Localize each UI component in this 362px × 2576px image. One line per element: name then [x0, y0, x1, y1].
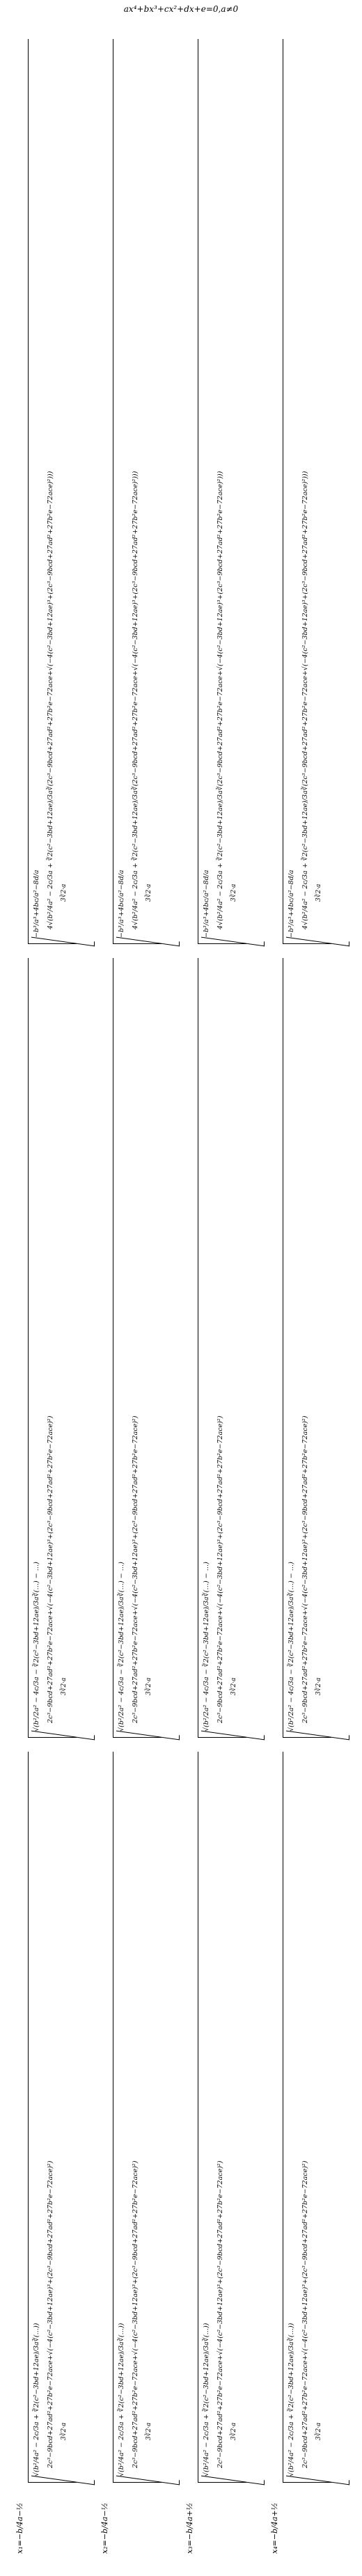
segment-denominator: 3∛2·a [315, 2422, 322, 2440]
root-lhs: x₃=−b/4a+½ [185, 2502, 194, 2554]
formula-segment-2 [28, 958, 77, 1738]
segment-body: 4√(b²/4a² − 2c/3a + ∛2(c²−3bd+12ae)/3a∛(2c³−9bcd+27ad²+27b²e−72ace+√(−4(c²−3bd+12ae)³+(2c³−9bcd+27ad²+27b²e−72ace)²))) [301, 471, 309, 929]
segment-body: 2c³−9bcd+27ad²+27b²e−72ace+√(−4(c²−3bd+12ae)³+(2c³−9bcd+27ad²+27b²e−72ace)²) [47, 2160, 54, 2468]
segment-head: −b³/a³+4bc/a²−8d/a [203, 870, 210, 938]
root-row-2 [92, 25, 174, 2559]
segment-body: 2c³−9bcd+27ad²+27b²e−72ace+√(−4(c²−3bd+12ae)³+(2c³−9bcd+27ad²+27b²e−72ace)²) [217, 1415, 224, 1723]
segment-denominator: 3∛2·a [61, 2422, 68, 2440]
segment-denominator: 3∛2·a [61, 883, 68, 902]
radical-sign [201, 1727, 265, 1741]
root-row-4 [262, 25, 344, 2559]
root-lhs: x₁=−b/4a−½ [15, 2502, 24, 2554]
segment-body: 2c³−9bcd+27ad²+27b²e−72ace+√(−4(c²−3bd+12ae)³+(2c³−9bcd+27ad²+27b²e−72ace)²) [217, 2160, 224, 2468]
formula-segment-1 [198, 1752, 246, 2483]
segment-denominator: 3∛2·a [315, 1677, 322, 1695]
segment-body: 4√(b²/4a² − 2c/3a + ∛2(c²−3bd+12ae)/3a∛(2c³−9bcd+27ad²+27b²e−72ace+√(−4(c²−3bd+12ae)³+(2c³−9bcd+27ad²+27b²e−72ace)²))) [132, 471, 139, 929]
segment-body: 4√(b²/4a² − 2c/3a + ∛2(c²−3bd+12ae)/3a∛(2c³−9bcd+27ad²+27b²e−72ace+√(−4(c²−3bd+12ae)³+(2c³−9bcd+27ad²+27b²e−72ace)²))) [47, 471, 54, 929]
formula-segment-1 [283, 1752, 331, 2483]
radical-sign [201, 933, 265, 947]
segment-body: 2c³−9bcd+27ad²+27b²e−72ace+√(−4(c²−3bd+12ae)³+(2c³−9bcd+27ad²+27b²e−72ace)²) [301, 2160, 309, 2468]
formula-segment-3 [113, 39, 162, 944]
segment-head: −b³/a³+4bc/a²−8d/a [118, 870, 125, 938]
formula-segment-3 [283, 39, 331, 944]
radical-sign [31, 933, 95, 947]
formula-segment-3 [28, 39, 77, 944]
segment-head: √(b²/2a² − 4c/3a − ∛2(c²−3bd+12ae)/3a∛(…) − …) [203, 1562, 210, 1731]
segment-body: 2c³−9bcd+27ad²+27b²e−72ace+√(−4(c²−3bd+12ae)³+(2c³−9bcd+27ad²+27b²e−72ace)²) [301, 1415, 309, 1723]
root-row-3 [177, 25, 259, 2559]
segment-denominator: 3∛2·a [315, 883, 322, 902]
formula-stage [7, 25, 355, 2559]
segment-head: √(b²/2a² − 4c/3a − ∛2(c²−3bd+12ae)/3a∛(…) − …) [33, 1562, 40, 1731]
segment-denominator: 3∛2·a [230, 2422, 237, 2440]
radical-sign [286, 1727, 349, 1741]
segment-head: −b³/a³+4bc/a²−8d/a [33, 870, 40, 938]
formula-segment-1 [113, 1752, 162, 2483]
root-row-1 [7, 25, 89, 2559]
radical-sign [201, 2472, 265, 2485]
radical-sign [116, 933, 180, 947]
formula-segment-2 [283, 958, 331, 1738]
segment-body: 2c³−9bcd+27ad²+27b²e−72ace+√(−4(c²−3bd+12ae)³+(2c³−9bcd+27ad²+27b²e−72ace)²) [47, 1415, 54, 1723]
root-lhs: x₄=−b/4a+½ [270, 2502, 279, 2554]
segment-denominator: 3∛2·a [145, 2422, 152, 2440]
radical-sign [116, 1727, 180, 1741]
radical-sign [116, 2472, 180, 2485]
segment-denominator: 3∛2·a [230, 883, 237, 902]
formula-segment-1 [28, 1752, 77, 2483]
segment-denominator: 3∛2·a [145, 883, 152, 902]
segment-head: √(b²/4a² − 2c/3a + ∛2(c²−3bd+12ae)/3a∛(…)) [118, 2323, 125, 2476]
segment-denominator: 3∛2·a [230, 1677, 237, 1695]
segment-head: √(b²/2a² − 4c/3a − ∛2(c²−3bd+12ae)/3a∛(…) − …) [118, 1562, 125, 1731]
radical-sign [286, 2472, 349, 2485]
root-lhs: x₂=−b/4a−½ [100, 2502, 109, 2554]
segment-denominator: 3∛2·a [61, 1677, 68, 1695]
radical-sign [31, 1727, 95, 1741]
segment-head: √(b²/4a² − 2c/3a + ∛2(c²−3bd+12ae)/3a∛(…)) [33, 2323, 40, 2476]
segment-body: 2c³−9bcd+27ad²+27b²e−72ace+√(−4(c²−3bd+12ae)³+(2c³−9bcd+27ad²+27b²e−72ace)²) [132, 2160, 139, 2468]
radical-sign [31, 2472, 95, 2485]
formula-segment-2 [113, 958, 162, 1738]
segment-head: √(b²/4a² − 2c/3a + ∛2(c²−3bd+12ae)/3a∛(…)) [203, 2323, 210, 2476]
segment-head: √(b²/2a² − 4c/3a − ∛2(c²−3bd+12ae)/3a∛(…) − …) [288, 1562, 295, 1731]
segment-head: −b³/a³+4bc/a²−8d/a [288, 870, 295, 938]
segment-head: √(b²/4a² − 2c/3a + ∛2(c²−3bd+12ae)/3a∛(…)) [288, 2323, 295, 2476]
segment-body: 4√(b²/4a² − 2c/3a + ∛2(c²−3bd+12ae)/3a∛(2c³−9bcd+27ad²+27b²e−72ace+√(−4(c²−3bd+12ae)³+(2c³−9bcd+27ad²+27b²e−72ace)²))) [217, 471, 224, 929]
formula-segment-3 [198, 39, 246, 944]
formula-segment-2 [198, 958, 246, 1738]
radical-sign [286, 933, 349, 947]
segment-denominator: 3∛2·a [145, 1677, 152, 1695]
segment-body: 2c³−9bcd+27ad²+27b²e−72ace+√(−4(c²−3bd+12ae)³+(2c³−9bcd+27ad²+27b²e−72ace)²) [132, 1415, 139, 1723]
equation-title: ax⁴+bx³+cx²+dx+e=0,a≠0 [123, 4, 239, 14]
